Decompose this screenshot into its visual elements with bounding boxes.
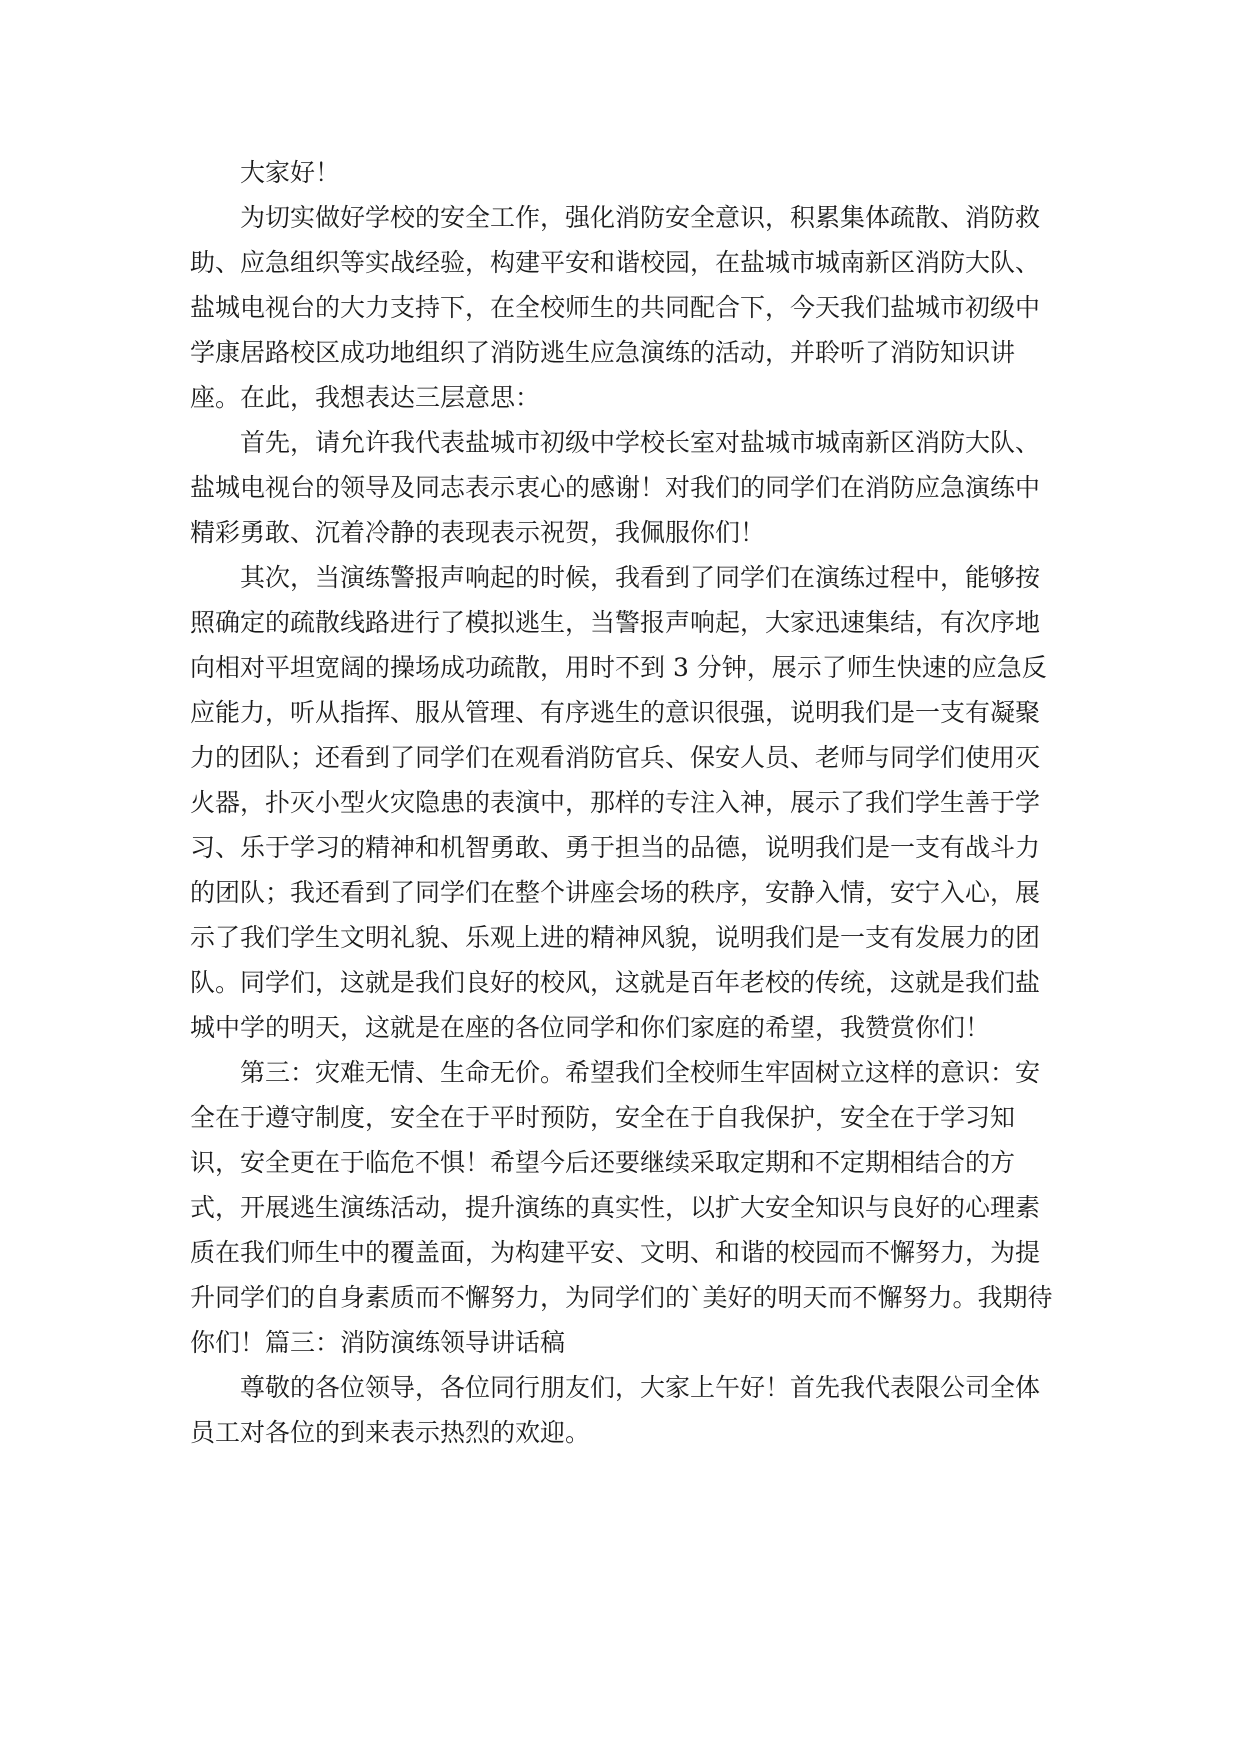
paragraph-first-point: 首先，请允许我代表盐城市初级中学校长室对盐城市城南新区消防大队、盐城电视台的领导及同志表示衷心的感谢！对我们的同学们在消防应急演练中精彩勇敢、沉着冷静的表现表示祝贺，我佩服你们！ bbox=[190, 428, 1041, 547]
paragraph-intro: 为切实做好学校的安全工作，强化消防安全意识，积累集体疏散、消防救助、应急组织等实战经验，构建平安和谐校园，在盐城市城南新区消防大队、盐城电视台的大力支持下，在全校师生的共同配合下，今天我们盐城市初级中学康居路校区成功地组织了消防逃生应急演练的活动，并聆听了消防知识讲座。在此，我想表达三层意思： bbox=[190, 203, 1041, 412]
document-body bbox=[190, 150, 1060, 1455]
paragraph-new-speech-opening: 尊敬的各位领导，各位同行朋友们，大家上午好！首先我代表限公司全体员工对各位的到来表示热烈的欢迎。 bbox=[190, 1373, 1041, 1447]
paragraph-second-point: 其次，当演练警报声响起的时候，我看到了同学们在演练过程中，能够按照确定的疏散线路进行了模拟逃生，当警报声响起，大家迅速集结，有次序地向相对平坦宽阔的操场成功疏散，用时不到 3 分钟，展示了师生快速的应急反应能力，听从指挥、服从管理、有序逃生的意识很强，说明我们是一支有凝聚力的团队；还看到了同学们在观看消防官兵、保安人员、老师与同学们使用灭火器，扑灭小型火灾隐患的表演中，那样的专注入神，展示了我们学生善于学习、乐于学习的精神和机智勇敢、勇于担当的品德，说明我们是一支有战斗力的团队；我还看到了同学们在整个讲座会场的秩序，安静入情，安宁入心，展示了我们学生文明礼貌、乐观上进的精神风貌，说明我们是一支有发展力的团队。同学们，这就是我们良好的校风，这就是百年老校的传统，这就是我们盐城中学的明天，这就是在座的各位同学和你们家庭的希望，我赞赏你们！ bbox=[190, 563, 1047, 1042]
paragraph-greeting: 大家好！ bbox=[240, 158, 341, 187]
paragraph-third-point: 第三：灾难无情、生命无价。希望我们全校师生牢固树立这样的意识：安全在于遵守制度，安全在于平时预防，安全在于自我保护，安全在于学习知识，安全更在于临危不惧！希望今后还要继续采取定期和不定期相结合的方式，开展逃生演练活动，提升演练的真实性，以扩大安全知识与良好的心理素质在我们师生中的覆盖面，为构建平安、文明、和谐的校园而不懈努力，为提升同学们的自身素质而不懈努力，为同学们的`美好的明天而不懈努力。我期待你们！篇三：消防演练领导讲话稿 bbox=[190, 1058, 1053, 1357]
